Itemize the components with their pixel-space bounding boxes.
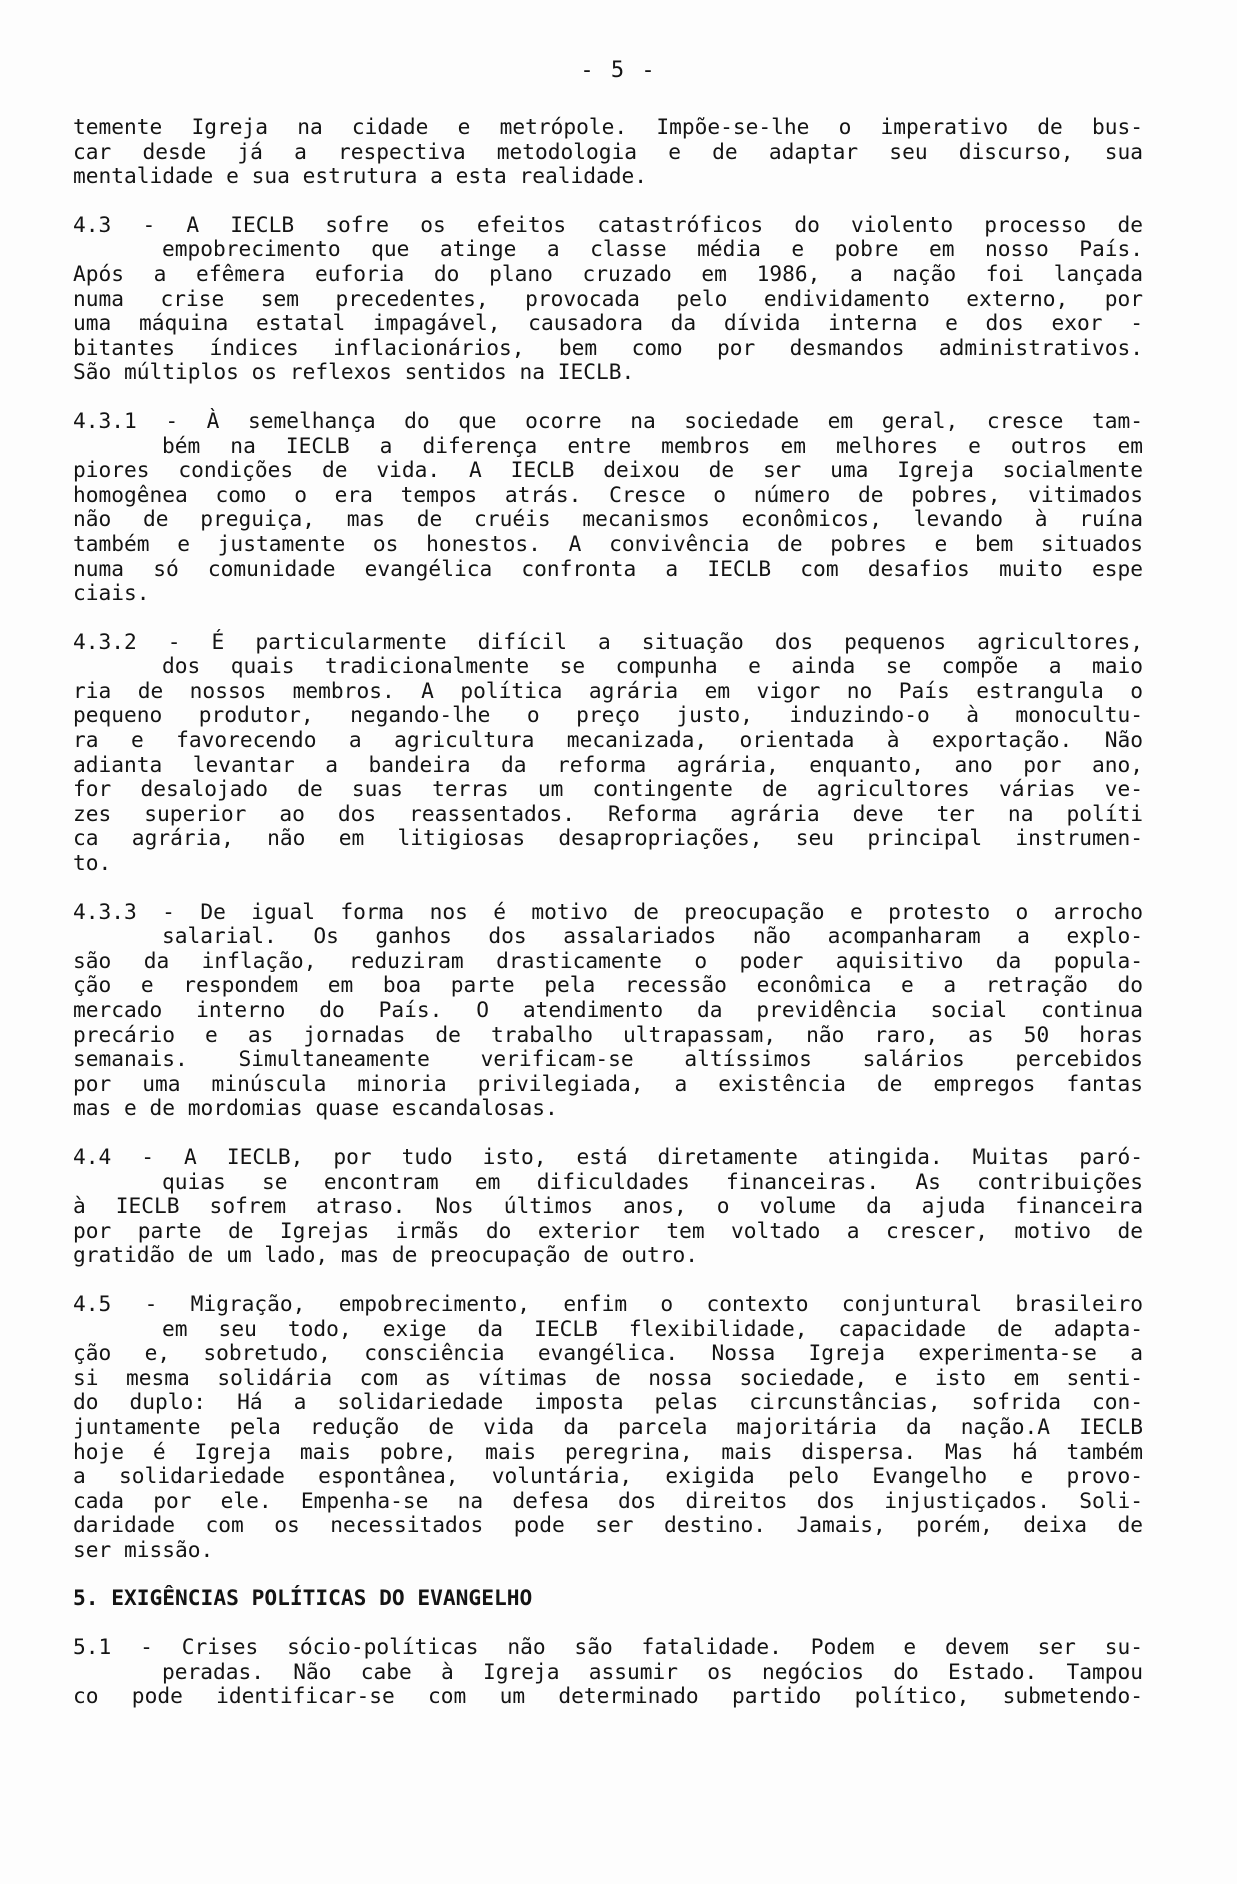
text-line: mas e de mordomias quase escandalosas. xyxy=(73,1095,558,1121)
text-column xyxy=(73,115,1143,1733)
text-line: salarial. Os ganhos dos assalariados não acompanharam a explo- xyxy=(162,923,1143,949)
text-line: dos quais tradicionalmente se compunha e ainda se compõe a maio xyxy=(162,653,1143,679)
paragraph-continuation xyxy=(73,115,1143,189)
text-line: cada por ele. Empenha-se na defesa dos direitos dos injustiçados. Soli- xyxy=(73,1487,1143,1513)
text-line: si mesma solidária com as vítimas de nossa sociedade, e isto em senti- xyxy=(73,1364,1143,1390)
text-line: ção e, sobretudo, consciência evangélica. Nossa Igreja experimenta-se a xyxy=(73,1340,1143,1366)
paragraph-4-3-1 xyxy=(73,409,1143,606)
text-line: to. xyxy=(73,850,112,876)
text-line: empobrecimento que atinge a classe média e pobre em nosso País. xyxy=(162,236,1143,262)
text-line: do duplo: Há a solidariedade imposta pelas circunstâncias, sofrida con- xyxy=(73,1389,1143,1415)
text-line: uma máquina estatal impagável, causadora da dívida interna e dos exor - xyxy=(73,310,1143,336)
text-line: a solidariedade espontânea, voluntária, exigida pelo Evangelho e provo- xyxy=(73,1463,1143,1489)
text-line: juntamente pela redução de vida da parcela majoritária da nação.A IECLB xyxy=(73,1413,1143,1439)
text-line: ca agrária, não em litigiosas desapropriações, seu principal instrumen- xyxy=(73,825,1143,851)
text-line: Após a efêmera euforia do plano cruzado em 1986, a nação foi lançada xyxy=(73,260,1143,286)
paragraph-4-4 xyxy=(73,1145,1143,1268)
text-line: são da inflação, reduziram drasticamente o poder aquisitivo da popula- xyxy=(73,947,1143,973)
text-line: São múltiplos os reflexos sentidos na IECLB. xyxy=(73,359,635,385)
paragraph-5-1 xyxy=(73,1635,1143,1709)
text-line: ser missão. xyxy=(73,1536,214,1562)
text-line: 4.3.2 - É particularmente difícil a situação dos pequenos agricultores, xyxy=(73,628,1143,654)
text-line: 4.3 - A IECLB sofre os efeitos catastróficos do violento processo de xyxy=(73,211,1143,237)
page-number: - 5 - xyxy=(580,58,657,83)
text-line: ra e favorecendo a agricultura mecanizada, orientada à exportação. Não xyxy=(73,727,1143,753)
text-line: à IECLB sofrem atraso. Nos últimos anos, o volume da ajuda financeira xyxy=(73,1193,1143,1219)
section-heading-text: 5. EXIGÊNCIAS POLÍTICAS DO EVANGELHO xyxy=(73,1585,533,1611)
text-line: for desalojado de suas terras um contingente de agricultores várias ve- xyxy=(73,776,1143,802)
text-line: 4.4 - A IECLB, por tudo isto, está diretamente atingida. Muitas paró- xyxy=(73,1143,1143,1169)
text-line: por uma minúscula minoria privilegiada, a existência de empregos fantas xyxy=(73,1070,1143,1096)
text-line: semanais. Simultaneamente verificam-se altíssimos salários percebidos xyxy=(73,1046,1143,1072)
text-line: mentalidade e sua estrutura a esta realidade. xyxy=(73,163,648,189)
text-line: daridade com os necessitados pode ser destino. Jamais, porém, deixa de xyxy=(73,1512,1143,1538)
text-line: 5.1 - Crises sócio-políticas não são fatalidade. Podem e devem ser su- xyxy=(73,1634,1143,1660)
paragraph-4-3-3 xyxy=(73,900,1143,1121)
text-line: 4.3.1 - À semelhança do que ocorre na sociedade em geral, cresce tam- xyxy=(73,407,1143,433)
text-line: quias se encontram em dificuldades financeiras. As contribuições xyxy=(162,1168,1143,1194)
text-line: homogênea como o era tempos atrás. Cresce o número de pobres, vitimados xyxy=(73,481,1143,507)
text-line: precário e as jornadas de trabalho ultrapassam, não raro, as 50 horas xyxy=(73,1021,1143,1047)
text-line: co pode identificar-se com um determinado partido político, submetendo- xyxy=(73,1683,1143,1709)
text-line: gratidão de um lado, mas de preocupação de outro. xyxy=(73,1242,699,1268)
text-line: pequeno produtor, negando-lhe o preço justo, induzindo-o à monocultu- xyxy=(73,702,1143,728)
text-line: zes superior ao dos reassentados. Reforma agrária deve ter na políti xyxy=(73,800,1143,826)
text-line: adianta levantar a bandeira da reforma agrária, enquanto, ano por ano, xyxy=(73,751,1143,777)
text-line: também e justamente os honestos. A convivência de pobres e bem situados xyxy=(73,530,1143,556)
text-line: mercado interno do País. O atendimento da previdência social continua xyxy=(73,997,1143,1022)
text-line: ria de nossos membros. A política agrária em vigor no País estrangula o xyxy=(73,677,1143,703)
text-line: peradas. Não cabe à Igreja assumir os negócios do Estado. Tampou xyxy=(162,1658,1143,1684)
text-line: 4.5 - Migração, empobrecimento, enfim o contexto conjuntural brasileiro xyxy=(73,1290,1143,1316)
paragraph-4-5 xyxy=(73,1292,1143,1563)
text-line: car desde já a respectiva metodologia e de adaptar seu discurso, sua xyxy=(73,138,1143,164)
text-line: ciais. xyxy=(73,580,150,606)
text-line: hoje é Igreja mais pobre, mais peregrina, mais dispersa. Mas há também xyxy=(73,1438,1143,1464)
text-line: ção e respondem em boa parte pela recessão econômica e a retração do xyxy=(73,972,1143,998)
text-line: numa só comunidade evangélica confronta a IECLB com desafios muito espe xyxy=(73,555,1143,581)
text-line: bitantes índices inflacionários, bem como por desmandos administrativos. xyxy=(73,334,1143,360)
text-line: em seu todo, exige da IECLB flexibilidade, capacidade de adapta- xyxy=(162,1315,1143,1341)
text-line: piores condições de vida. A IECLB deixou de ser uma Igreja socialmente xyxy=(73,457,1143,483)
text-line: 4.3.3 - De igual forma nos é motivo de preocupação e protesto o arrocho xyxy=(73,898,1143,924)
text-line: numa crise sem precedentes, provocada pelo endividamento externo, por xyxy=(73,285,1143,311)
text-line: temente Igreja na cidade e metrópole. Impõe-se-lhe o imperativo de bus- xyxy=(73,114,1143,139)
text-line: não de preguiça, mas de cruéis mecanismos econômicos, levando à ruína xyxy=(73,506,1143,532)
paragraph-4-3-2 xyxy=(73,630,1143,876)
text-line: bém na IECLB a diferença entre membros em melhores e outros em xyxy=(162,432,1143,458)
section-heading xyxy=(73,1586,1143,1611)
paragraph-4-3 xyxy=(73,213,1143,385)
text-line: por parte de Igrejas irmãs do exterior tem voltado a crescer, motivo de xyxy=(73,1217,1143,1243)
